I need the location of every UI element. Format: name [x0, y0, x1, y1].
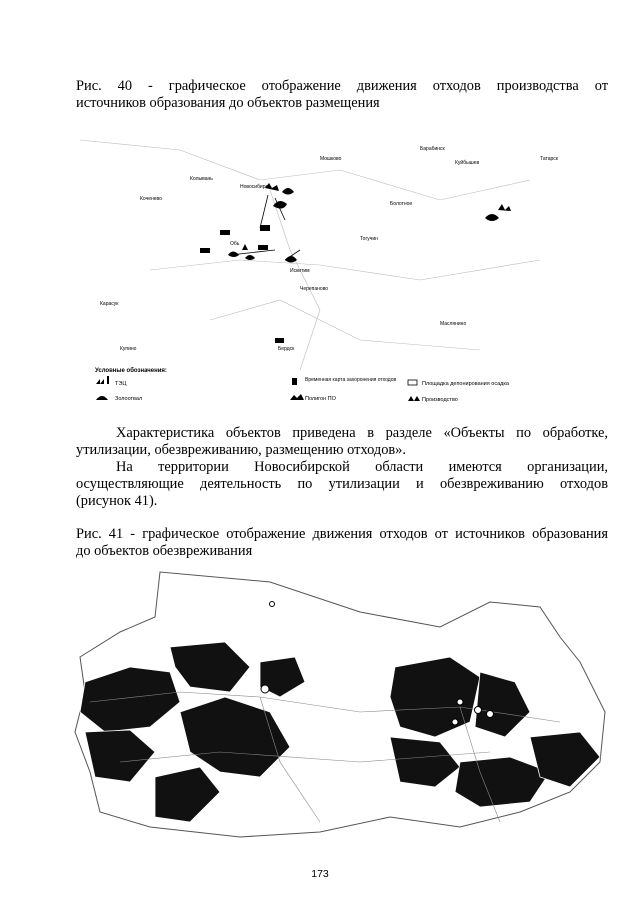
place-kochenevo: Коченево	[140, 196, 162, 202]
place-iskitim: Искитим	[290, 268, 310, 274]
legend-item-production: Производство	[422, 397, 458, 403]
ash-dump-icon	[96, 396, 108, 400]
place-kolyvan: Колывань	[190, 176, 213, 182]
body-para1-line1: Характеристика объектов приведена в разделе «Объекты по обработке,	[116, 425, 608, 441]
factory-icon	[96, 376, 109, 384]
legend-item-sludge: Площадка депонирования осадка	[422, 381, 509, 387]
body-text	[76, 425, 608, 510]
figure-41-map	[60, 562, 615, 844]
place-kupino: Купино	[120, 346, 137, 352]
map-marker	[270, 602, 275, 607]
map-marker	[475, 707, 482, 714]
place-moshkovo: Мошково	[320, 156, 342, 162]
caption-41-line1: Рис. 41 - графическое отображение движения отходов от источников образования	[76, 526, 608, 542]
plant-icon	[408, 396, 420, 401]
figure-41-caption	[76, 526, 608, 560]
bin-icon	[292, 378, 297, 385]
legend-item-temporary-map: Временная карта захоронения отходов	[305, 377, 397, 383]
map-40-legend	[95, 367, 510, 403]
place-maslyanino: Маслянино	[440, 321, 467, 327]
body-para2-line3: (рисунок 41).	[76, 493, 158, 509]
legend-item-landfill: Полигон ПО	[305, 396, 336, 402]
caption-40-line2: источников образования до объектов размещения	[76, 95, 380, 111]
body-para2-line2: осуществляющие деятельность по утилизации и обезвреживанию отходов	[76, 476, 608, 492]
legend-item-ash-dump: Золоотвал	[115, 396, 143, 402]
page-number: 173	[311, 868, 329, 880]
place-berdsk: Бердск	[278, 346, 295, 352]
place-kuibyshev: Куйбышев	[455, 160, 480, 166]
place-cherepanovo: Черепаново	[300, 286, 329, 292]
map-marker	[261, 685, 269, 693]
place-novosibirsk: Новосибирск	[240, 184, 271, 190]
legend-title: Условные обозначения:	[95, 368, 167, 374]
map-marker	[457, 699, 463, 705]
place-bolotnoe: Болотное	[390, 201, 413, 207]
place-karasuk: Карасук	[100, 301, 119, 307]
figure-40-map	[60, 110, 610, 410]
place-ob: Обь	[230, 241, 240, 247]
caption-41-line2: до объектов обезвреживания	[76, 543, 253, 559]
landfill-icon	[290, 394, 304, 400]
place-barabinsk: Барабинск	[420, 146, 445, 152]
place-toguchin: Тогучин	[360, 236, 378, 242]
caption-40-line1: Рис. 40 - графическое отображение движения отходов производства от	[76, 78, 608, 94]
body-para1-line2: утилизации, обезвреживанию, размещению отходов».	[76, 442, 406, 458]
map-marker	[487, 711, 494, 718]
body-para2-line1: На территории Новосибирской области имеются организации,	[116, 459, 608, 475]
legend-item-tec: ТЭЦ	[115, 381, 127, 387]
map-marker	[452, 719, 458, 725]
sludge-site-icon	[408, 380, 417, 385]
place-tatarsk: Татарск	[540, 156, 558, 162]
figure-40-caption	[76, 78, 608, 112]
